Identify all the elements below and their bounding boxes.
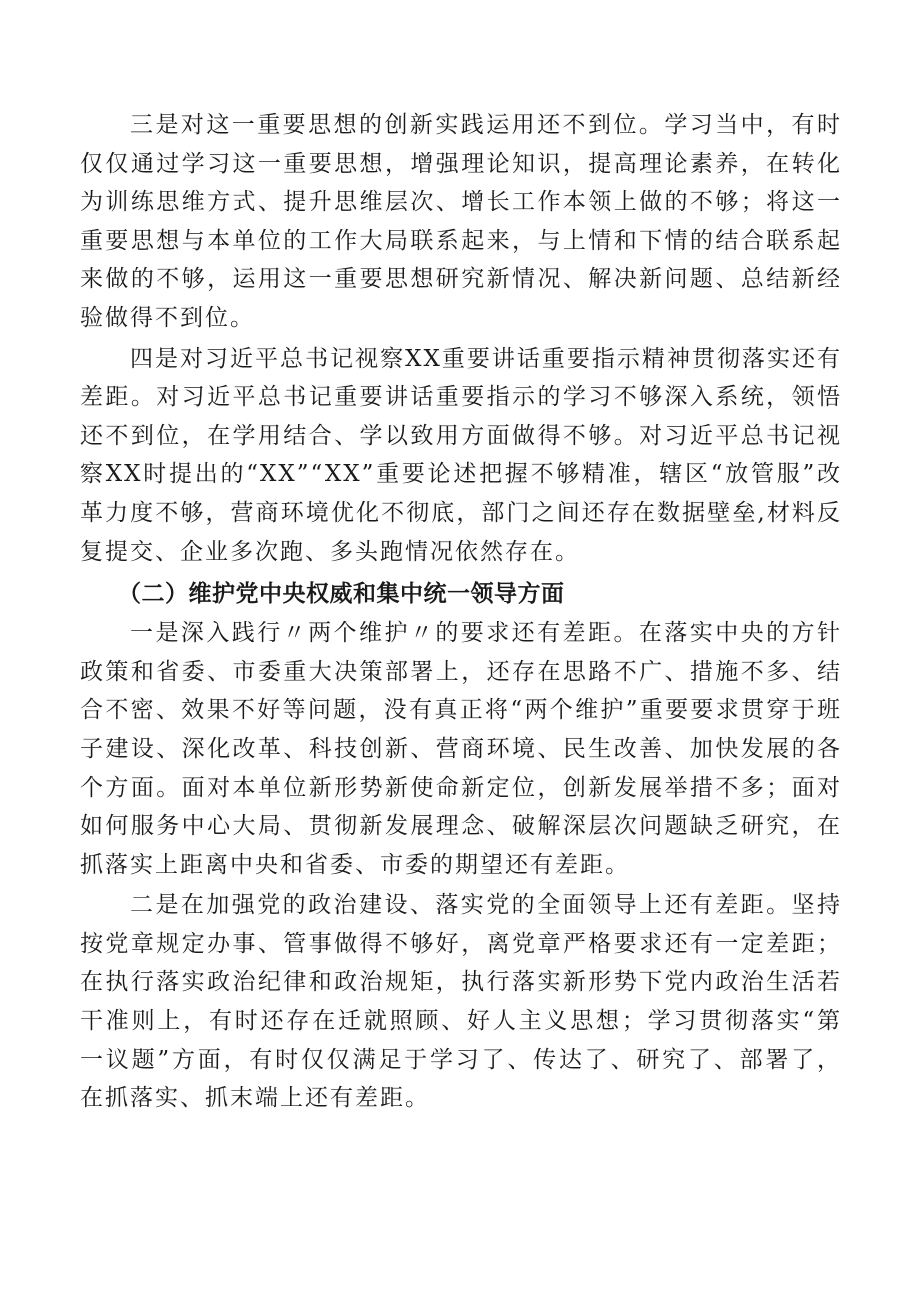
paragraph-one: 一是深入践行〃两个维护〃的要求还有差距。在落实中央的方针政策和省委、市委重大决策部署上，还存在思路不广、措施不多、结合不密、效果不好等问题，没有真正将“两个维护”重要要求贯穿于班子建设、深化改革、科技创新、营商环境、民生改善、加快发展的各个方面。面对本单位新形势新使命新定位，创新发展举措不多；面对如何服务中心大局、贯彻新发展理念、破解深层次问题缺乏研究，在抓落实上距离中央和省委、市委的期望还有差距。	[80, 620, 842, 878]
paragraph-four: 四是对习近平总书记视察XX重要讲话重要指示精神贯彻落实还有差距。对习近平总书记重要讲话重要指示的学习不够深入系统，领悟还不到位，在学用结合、学以致用方面做得不够。对习近平总书记视察XX时提出的“XX”“XX”重要论述把握不够精准，辖区“放管服”改革力度不够，营商环境优化不彻底，部门之间还存在数据壁垒,材料反复提交、企业多次跑、多头跑情况依然存在。	[80, 345, 842, 565]
document-page	[80, 106, 842, 1118]
paragraph-two: 二是在加强党的政治建设、落实党的全面领导上还有差距。坚持按党章规定办事、管事做得不够好，离党章严格要求还有一定差距；在执行落实政治纪律和政治规矩，执行落实新形势下党内政治生活若干准则上，有时还存在迁就照顾、好人主义思想；学习贯彻落实“第一议题”方面，有时仅仅满足于学习了、传达了、研究了、部署了，在抓落实、抓末端上还有差距。	[80, 892, 842, 1112]
section-heading-two: （二）维护党中央权威和集中统一领导方面	[118, 581, 565, 608]
paragraph-three: 三是对这一重要思想的创新实践运用还不到位。学习当中，有时仅仅通过学习这一重要思想，增强理论知识，提高理论素养，在转化为训练思维方式、提升思维层次、增长工作本领上做的不够；将这一重要思想与本单位的工作大局联系起来，与上情和下情的结合联系起来做的不够，运用这一重要思想研究新情况、解决新问题、总结新经验做得不到位。	[80, 112, 842, 331]
